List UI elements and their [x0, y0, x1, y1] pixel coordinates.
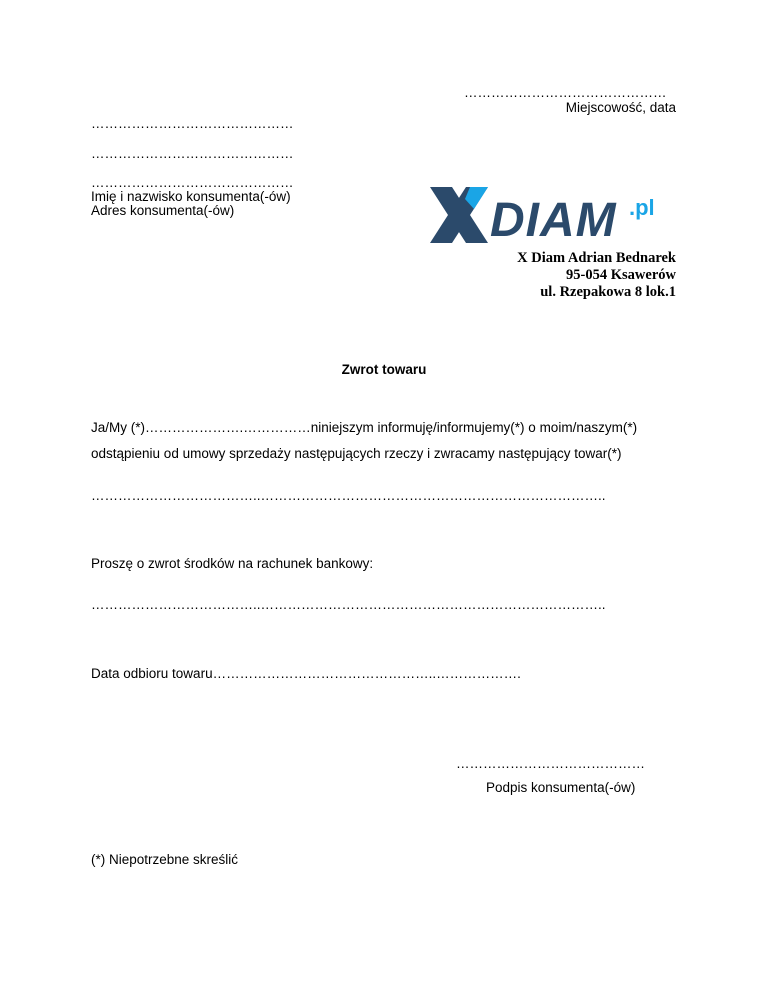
seller-name: X Diam Adrian Bednarek — [517, 250, 676, 266]
pickup-date-label: Data odbioru towaru…………………………………………..………………. — [91, 666, 521, 681]
xdiam-logo — [430, 185, 675, 245]
consumer-line-1: ……………………………………… — [91, 116, 294, 131]
bank-label: Proszę o zwrot środków na rachunek bankowy: — [91, 556, 374, 571]
document-title: Zwrot towaru — [341, 362, 427, 377]
place-date-label: Miejscowość, data — [565, 100, 676, 115]
bank-dots: ………………………………..………………………………………………………………….. — [91, 597, 606, 612]
consumer-address-label: Adres konsumenta(-ów) — [91, 203, 235, 218]
signature-label: Podpis konsumenta(-ów) — [486, 780, 636, 795]
signature-dots: …………………………………… — [456, 756, 645, 771]
footnote: (*) Niepotrzebne skreślić — [91, 852, 239, 867]
logo-diam-text: DIAM — [490, 194, 617, 245]
body-line-2: odstąpieniu od umowy sprzedaży następujących rzeczy i zwracamy następujący towar(*) — [91, 446, 622, 461]
consumer-line-3: ……………………………………… — [91, 175, 294, 190]
place-date-dots: ……………………………………… — [464, 85, 667, 100]
goods-dots: ………………………………..………………………………………………………………….. — [91, 488, 606, 503]
logo-pl-text: .pl — [629, 195, 655, 220]
seller-postal: 95-054 Ksawerów — [566, 267, 676, 283]
seller-street: ul. Rzepakowa 8 lok.1 — [540, 284, 676, 300]
consumer-name-label: Imię i nazwisko konsumenta(-ów) — [91, 189, 291, 204]
consumer-line-2: ……………………………………… — [91, 146, 294, 161]
body-line-1: Ja/My (*)………………….……………niniejszym informuję/informujemy(*) o moim/naszym(*) — [91, 420, 638, 435]
